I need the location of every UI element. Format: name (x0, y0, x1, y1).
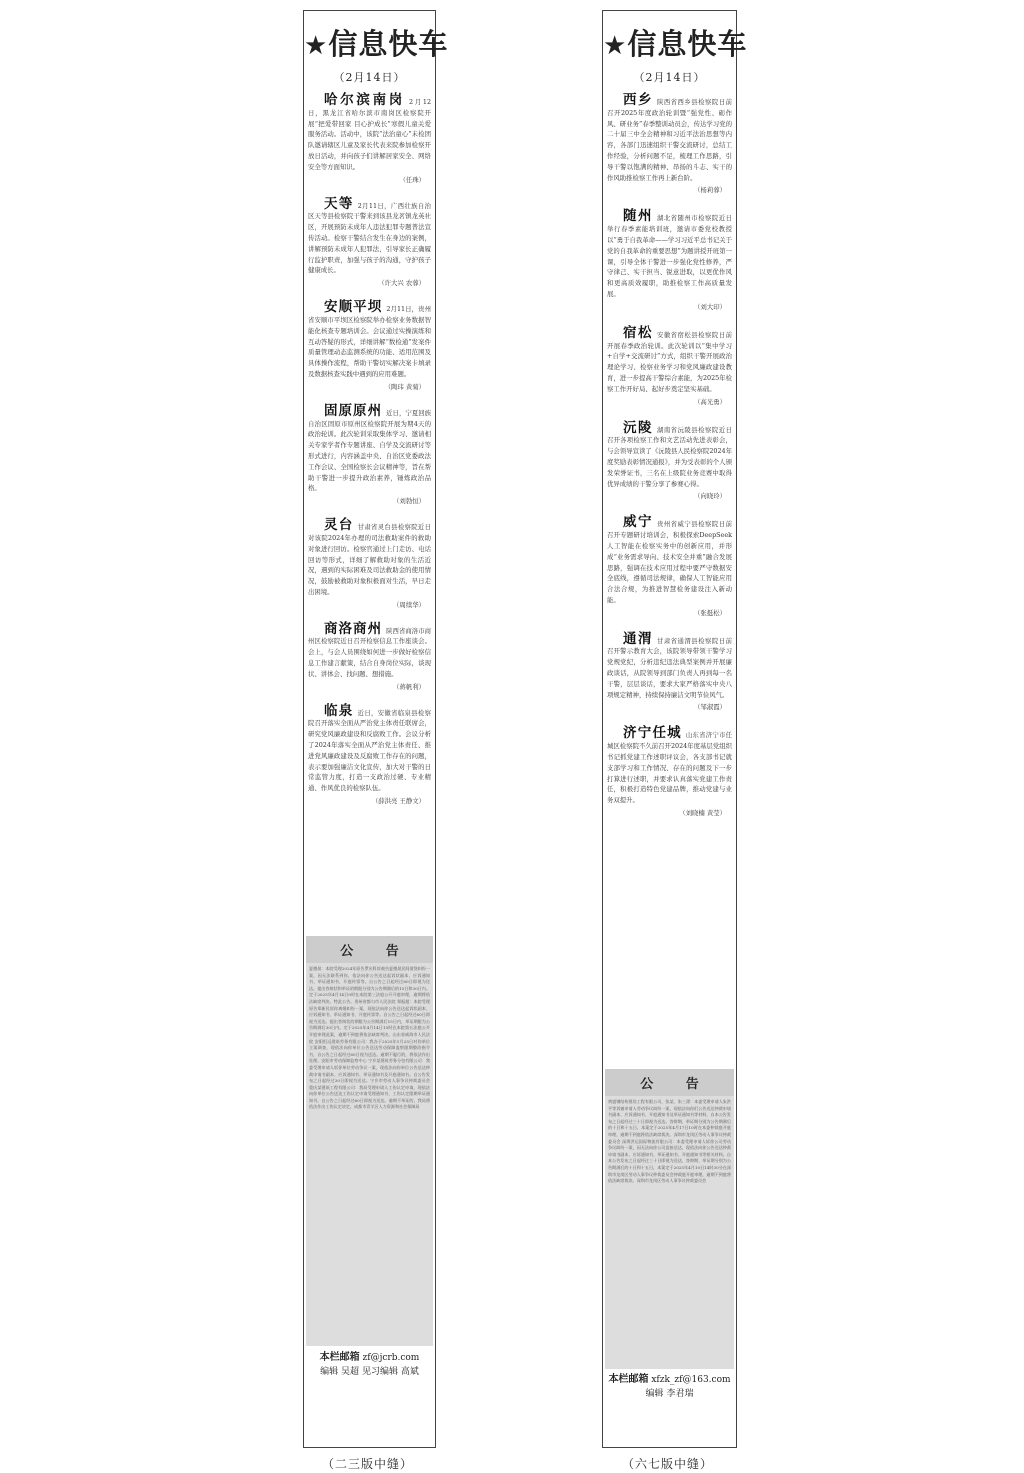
news-item-place: 随州 (623, 208, 653, 225)
news-item (308, 299, 432, 392)
news-list (603, 92, 736, 818)
news-item (308, 402, 432, 506)
news-item-body: 检察院日前召开2025年度政治轮训暨“强党性、砺作风、研业务”春季整训动员会，传达学习党的二十届三中全会精神和习近平法治思想等内容，各部门迅速组织干警交流研讨，总结工作经验，分析问题不足，梳理工作思路，引导干警以饱满的精神、昂扬的斗志、实干的作风助推检察工作再上新台阶。 (607, 98, 733, 182)
news-item-intro: 2月12日， (308, 98, 432, 117)
news-item-place: 商洛商州 (324, 620, 383, 637)
trainee-editor-name: 高斌 (400, 1367, 419, 1377)
news-item-intro: 陕西省商洛 (386, 626, 419, 635)
news-item-intro: 湖北省随州市检 (656, 214, 706, 223)
notice-box (306, 936, 433, 1346)
news-item-body: 济宁市任城区检察院不久前召开2024年度基层党组织书记抓党建工作述职评议会，各支部书记就支部学习和工作情况、存在的问题及下一步打算进行述职，并要求认真落实党建工作责任，积极打造特色党建品牌，推动党建与业务双提升。 (607, 731, 733, 805)
news-item-place: 天等 (324, 195, 354, 212)
news-item-text (607, 92, 733, 183)
news-item-author: （向晓玲） (694, 492, 726, 501)
news-item-text (607, 419, 733, 490)
news-item-body: 检察院召开落实全面从严治党主体责任联席会，研究党风廉政建设和反腐败工作。会议分析了2024年落实全面从严治党主体责任、推进党风廉政建设及反腐败工作存在的问题，表示要加强廉洁文化宣传，加大对干警的日常监管力度，打造一支政治过硬、专业精通、作风优良的检察队伍。 (308, 708, 432, 793)
news-item-body: 检察院日前召开警示教育大会，该院领导带领干警学习党规党纪，分析违纪违法典型案例并开展廉政谈话，从院领导到部门负责人再到每一名干警，层层谈话，要求大家严格落实中央八项规定精神，持续保持廉洁文明节俭风气。 (607, 636, 733, 699)
news-item-place: 安顺平坝 (324, 299, 383, 316)
email-address[interactable]: xfzk_zf@163.com (651, 1375, 731, 1385)
news-item-author: （任珠） (399, 175, 425, 184)
news-item-text (607, 725, 733, 806)
news-item (607, 419, 733, 502)
news-item-intro: 贵州省威宁县 (656, 520, 699, 529)
star-icon: ★ (304, 31, 329, 61)
news-item-place: 济宁任城 (623, 725, 682, 742)
news-item-body: 检察院日前召开专题研讨培训会，积极探索DeepSeek人工智能在检察实务中的创新应用，并形成“业务需求导向、技术安全并重”融合发展思路，强调在技术应用过程中要严守数据安全底线，遵循司法规律，确保人工智能应用合法合规，为推进智慧检务建设注入新动能。 (607, 520, 733, 604)
news-item-intro: 近日， (386, 408, 406, 417)
editor-name: 吴超 (341, 1367, 360, 1377)
news-item (607, 514, 733, 617)
news-item-intro: 甘肃省灵台县检察 (357, 523, 412, 532)
news-item (308, 702, 432, 806)
notice-box (605, 1069, 734, 1369)
news-item (308, 517, 432, 610)
masthead-title: 信息快车 (627, 27, 748, 61)
masthead (304, 27, 449, 63)
right-column (602, 10, 748, 1448)
news-item (308, 195, 432, 289)
column-footer (603, 1373, 736, 1401)
news-item-text (607, 630, 733, 701)
news-item-intro: 2月11日， (386, 305, 419, 314)
news-item-body: 贵州省安顺市平坝区检察院举办检察业务数据智能化核查专题培训会。会议通过实操演练和互动答疑的形式，详细讲解“数检通”发案件质量管理动态监测系统的功能、适用范围及具体操作流程，帮助干警切实解决案卡填录及数据核查实践中遇到的应用难题。 (308, 305, 432, 378)
email-label: 本栏邮箱 (319, 1352, 360, 1363)
news-item-author: （刘勃恒） (393, 497, 425, 506)
news-item-body: 广西壮族自治区天等县检察院干警来到该县龙茗镇龙英社区，开展预防未成年人违法犯罪专题普法宣传活动。检察干警结合发生在身边的案例，讲解预防未成年人犯罪法，引导家长正确履行监护职责，加强与孩子的沟通，守护孩子健康成长。 (308, 201, 432, 275)
masthead-date: （2月14日） (633, 71, 706, 84)
news-list (304, 92, 435, 806)
news-item-text (308, 517, 432, 598)
masthead-title: 信息快车 (328, 27, 449, 61)
notice-text: 黄盛钢结构建设工程有限公司、张某、朱三漂：本委受理申请人朱洪平等诉被申请人劳动争议纠纷一案，现依法向你们公告送达仲裁申请书副本、应诉通知书、开庭通知书及举证通知书等材料，自本公告发布之日起经过三十日即视为送达。答辩期、举证期分别为公告期满后的十日和十五日，本案定于2025年4月17日10时在本委仲裁庭开庭审理，逾期不到庭将依法缺席裁决。深圳市龙岗区劳动人事争议仲裁委员会 深圳洪运国际物流有限公司：本委受理申请人诉你公司劳动争议纠纷一案，因无法向你公司直接送达，现依法向你公告送达仲裁申请书副本、应诉通知书、举证通知书、开庭通知书等相关材料。自本公告发布之日起经过三十日即视为送达，答辩期、举证期分别为公告期满后的十日和十五日，本案定于2025年4月10日14时30分在深圳市龙岗区劳动人事争议仲裁委员会仲裁庭开庭审理，逾期不到庭将依法缺席裁决。深圳市龙岗区劳动人事争议仲裁委员会 (608, 1099, 731, 1184)
news-item-author: （高光勇） (694, 397, 726, 406)
news-item (607, 725, 733, 818)
seam-label-right: （六七版中缝） (622, 1457, 714, 1471)
news-item-intro: 2月11日， (357, 201, 391, 210)
news-item-text (607, 324, 733, 395)
news-item-place: 通渭 (623, 630, 653, 647)
news-item (607, 630, 733, 713)
editor-name: 李君瑞 (666, 1389, 694, 1399)
news-item-author: （邹淑霞） (694, 703, 726, 712)
star-icon: ★ (603, 31, 628, 61)
news-item-text (308, 702, 432, 794)
news-item-author: （张挺松） (694, 608, 726, 617)
news-item-text (308, 195, 432, 277)
news-item-author: （杨莉蓉） (694, 186, 726, 195)
news-item-body: 检察院日前开展春季政治轮训。此次轮训以“集中学习+自学+交流研讨”方式，组织干警开展政治理论学习、检察业务学习和党风廉政建设教育，进一步提高干警综合素能，为2025年检察工作开好局、起好步奠定坚实基础。 (607, 330, 733, 393)
seam-label-left: （二三版中缝） (322, 1457, 414, 1471)
news-item-place: 灵台 (324, 517, 354, 534)
news-item-author: （薛洪亮 王静文） (371, 797, 425, 806)
notice-title: 公 告 (306, 936, 433, 963)
news-item-text (308, 402, 432, 494)
masthead-date: （2月14日） (333, 71, 406, 84)
column-footer (304, 1351, 435, 1379)
news-item-place: 哈尔滨南岗 (324, 92, 406, 108)
news-item-author: （陶玮 黄菊） (384, 382, 425, 391)
notice-title: 公 告 (605, 1069, 734, 1096)
left-column (303, 10, 449, 1448)
news-item (607, 92, 733, 195)
news-item-intro: 陕西省西乡县 (656, 98, 699, 106)
news-item-intro: 山东省 (685, 731, 706, 740)
email-address[interactable]: zf@jcrb.com (362, 1353, 420, 1363)
editor-label: 编辑 (645, 1389, 664, 1399)
news-item-intro: 安徽省宿松县 (656, 330, 699, 339)
news-item-place: 沅陵 (623, 419, 653, 436)
news-item-intro: 湖南省沅陵县 (656, 425, 699, 434)
news-item-author: （周续华） (393, 600, 425, 609)
news-item (308, 92, 432, 185)
news-item-place: 临泉 (324, 702, 354, 719)
news-item-text (607, 514, 733, 605)
news-item-text (308, 620, 432, 680)
news-item-place: 宿松 (623, 324, 653, 341)
news-item (308, 620, 432, 692)
news-item-author: （许大兴 农蓉） (378, 279, 425, 288)
news-item-place: 固原原州 (324, 402, 383, 419)
news-item-place: 威宁 (623, 514, 653, 531)
email-label: 本栏邮箱 (608, 1374, 649, 1385)
news-item-body: 宁夏回族自治区固原市原州区检察院开展为期4天的政治轮训。此次轮训采取集体学习、邀请相关专家学者作专题讲座、自学及交流研讨等形式进行，内容涵盖中央、自治区党委政法工作会议、全国检察长会议精神等，旨在帮助干警进一步提升政治素养，锤炼政治品格。 (308, 408, 432, 493)
news-item-author: （蒋帆利） (393, 682, 425, 691)
news-item-text (607, 208, 733, 299)
news-item (607, 208, 733, 311)
news-item-place: 西乡 (623, 92, 653, 108)
news-item-body: 院近日对该院2024年办理的司法救助案件的救助对象进行回访。检察官通过上门走访、电话回访等形式，详细了解救助对象的生活近况，遇到的实际困难及司法救助金的使用情况，鼓励被救助对象积极面对生活，早日走出困境。 (308, 523, 432, 596)
news-item-text (308, 92, 432, 173)
news-item-intro: 甘肃省通渭县 (656, 636, 699, 645)
editor-label: 编辑 (320, 1367, 339, 1377)
news-item-body: 察院近日举行春季素能培训班，邀请市委党校教授以“勇于自我革命——学习习近平总书记关于党的自我革命的重要思想”为题讲授开班第一课，引导全体干警进一步强化党性修养，严守律己、实干担当、锐意进取，以更优作风和更高质效履职，助推检察工作高质量发展。 (607, 214, 733, 298)
news-item-intro: 近日，安徽省临泉县 (357, 708, 418, 717)
news-item-author: （刘晓楠 黄莹） (679, 809, 726, 818)
news-item-text (308, 299, 432, 380)
news-item (607, 324, 733, 407)
news-item-body: 检察院近日召开各项检察工作和文艺活动先进表彰会，与会领导宣读了《沅陵县人民检察院2024年度奖励表彰情况通报》，并为受表彰的个人颁发荣誉证书，三名在上级院业务竞赛中取得优异成绩的干警分享了参赛心得。 (607, 425, 733, 488)
trainee-editor-label: 见习编辑 (361, 1367, 398, 1377)
news-item-body: 黑龙江省哈尔滨市南岗区检察院开展“把爱带回家 目心护成长”寒假儿童关爱服务活动。活动中，该院“法治童心”未检团队邀请辖区儿童及家长代表来院参加检察开放日活动，并向孩子们讲解居家安全、网络安全等方面知识。 (308, 108, 432, 171)
masthead (603, 27, 748, 63)
news-item-body: 市商州区检察院近日召开检察信息工作座谈会。会上，与会人员围绕如何进一步做好检察信息工作建言献策，结合自身岗位实际，谈现状、讲体会、找问题、想措施。 (308, 626, 432, 678)
news-item-author: （刘大印） (694, 302, 726, 311)
notice-text: 夏德晟：本院受理2024年原告罗庆科诉被告夏德晟民间借贷纠纷一案，因无法联系到你，依法向你公告送达起诉状副本、应诉通知书、举证通知书、开庭传票等。自公告之日起经过60日即视为送达。提出答辩状和举证的期限分别为公告期满后的15日和30日内。定于2025年4月14日9时在本院第三法庭公开开庭审理，逾期将依法缺席判决。特此公告。贵州省都匀市人民法院 郑振超：本院受理原告郑新民诉你离婚纠纷一案，现依法向你公告送达起诉状副本、应诉通知书、举证通知书、开庭传票等。自公告之日起经过60日即视为送达。提出答辩状的期限为公告期满后15日内，举证期限为公告期满后30日内。定于2025年4月14日15时在本院第五法庭公开开庭审理此案，逾期不到庭将依法缺席判决。山东省威海市人民法院 安阳恒远建筑劳务有限公司：我办于2025年1月25日对你单位立案调查，现依法向你单位公告送达劳动保障监察限期整改指令书，自公告之日起经过60日视为送达。逾期不履行的，将依法作出处理。安阳市劳动保障监察中心 宁乡某建筑劳务分包有限公司：我委受理申请人诉你单位劳动争议一案，现依法向你单位公告送达仲裁申请书副本、应诉通知书、举证通知书及开庭通知书。自公告发布之日起经过30日即视为送达。宁乡市劳动人事争议仲裁委员会 重庆某建筑工程有限公司：我局受理申请人工伤认定申请，现依法向你单位公告送达工伤认定申请受理通知书、工伤认定限期举证通知书。自公告之日起经过60日即视为送达。逾期不举证的，我局将依法作出工伤认定决定。成都市青羊区人力资源和社会保障局 (309, 966, 430, 1110)
